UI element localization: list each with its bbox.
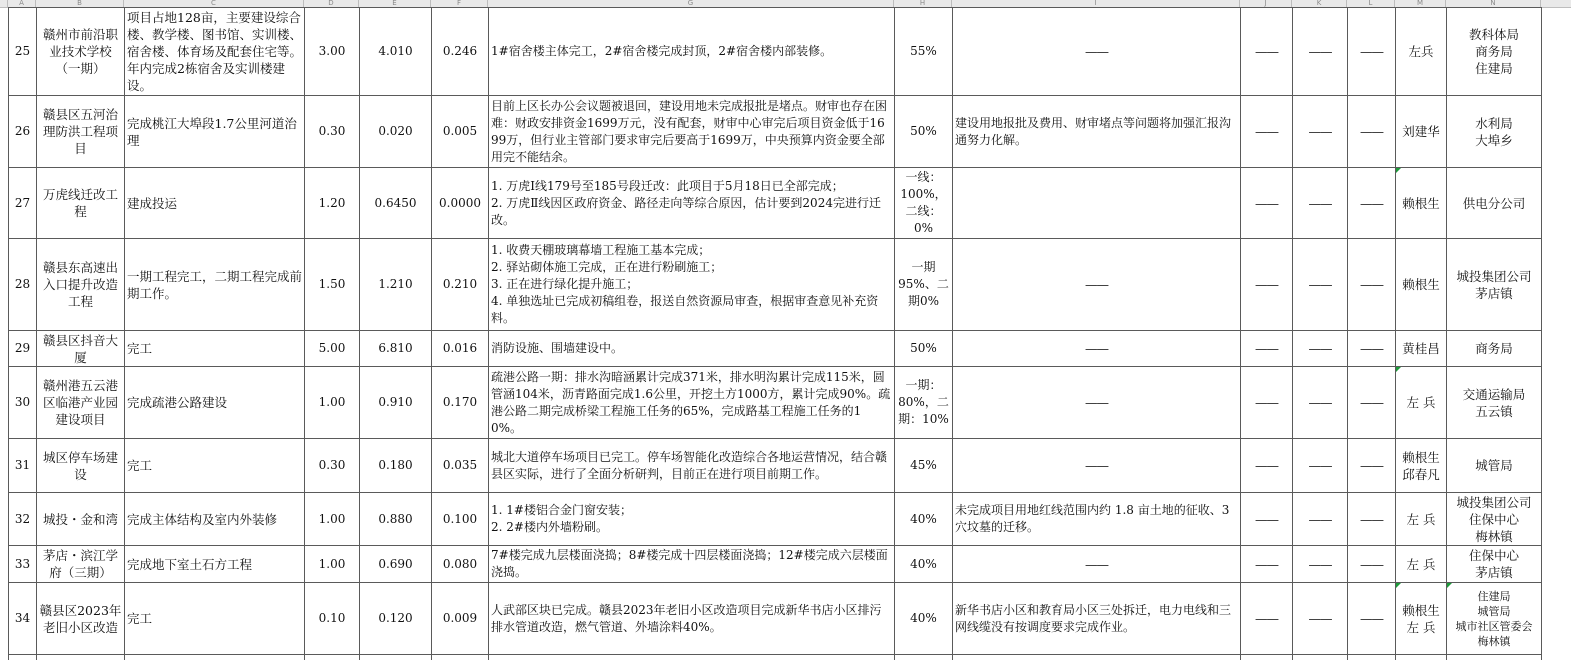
issue-cell[interactable]	[953, 168, 1241, 239]
investment-month-cell[interactable]: 0.100	[432, 493, 489, 546]
table-row	[9, 96, 1542, 168]
responsible-unit-cell-line: 大埠乡	[1475, 132, 1513, 148]
completion-rate-cell[interactable]	[895, 8, 953, 96]
issue-cell[interactable]: ——	[953, 331, 1241, 367]
responsible-unit-cell[interactable]	[1447, 367, 1542, 439]
completion-rate-cell[interactable]	[895, 493, 953, 546]
completion-rate-cell-line: 期：10%	[898, 412, 949, 426]
completion-rate-cell-line: 40%	[910, 556, 937, 571]
empty-cell[interactable]	[305, 655, 360, 660]
table-row	[9, 367, 1542, 439]
responsible-unit-cell-line: 城投集团公司	[1456, 494, 1532, 510]
completion-rate-cell-line: 100%，	[900, 187, 947, 201]
status-cell-1[interactable]: ——	[1241, 367, 1293, 439]
responsible-unit-cell-line: 供电分公司	[1462, 195, 1526, 211]
issue-cell[interactable]: ——	[953, 546, 1241, 583]
annual-target-cell[interactable]: 项目占地128亩，主要建设综合楼、教学楼、图书馆、实训楼、宿舍楼、体育场及配套住宅等。年内完成2栋宿舍及实训楼建设。	[125, 8, 305, 96]
investment-done-cell[interactable]: 0.180	[360, 439, 432, 493]
investment-total-cell[interactable]: 3.00	[305, 8, 360, 96]
responsible-unit-cell-line: 城投集团公司	[1456, 268, 1532, 284]
responsible-unit-cell-line: 梅林镇	[1477, 634, 1511, 648]
issue-cell[interactable]: 建设用地报批及费用、财审堵点等问题将加强汇报沟通努力化解。	[953, 96, 1241, 168]
status-cell-1[interactable]: ——	[1241, 8, 1293, 96]
progress-cell-line: 1. 收费天棚玻璃幕墙工程施工基本完成；	[491, 243, 711, 257]
leader-cell[interactable]	[1396, 331, 1447, 367]
leader-cell-line: 赖根生	[1402, 449, 1440, 465]
investment-done-cell[interactable]: 0.690	[360, 546, 432, 583]
issue-cell[interactable]: ——	[953, 8, 1241, 96]
row-number-cell[interactable]: 33	[9, 546, 37, 583]
leader-cell-line: 左 兵	[1406, 395, 1436, 410]
status-cell-1[interactable]: ——	[1241, 96, 1293, 168]
empty-cell[interactable]	[953, 655, 1241, 660]
responsible-unit-cell-line: 教科体局	[1468, 27, 1519, 42]
annual-target-cell[interactable]: 完成地下室土石方工程	[125, 546, 305, 583]
completion-rate-cell-line: 一期：	[905, 378, 942, 392]
row-number-cell[interactable]: 31	[9, 439, 37, 493]
investment-month-cell[interactable]: 0.016	[432, 331, 489, 367]
progress-cell-line: 消防设施、围墙建设中。	[491, 341, 624, 355]
responsible-unit-cell[interactable]	[1447, 493, 1542, 546]
issue-cell[interactable]: ——	[953, 367, 1241, 439]
column-header-cell[interactable]: I	[952, 0, 1240, 7]
empty-cell[interactable]	[125, 655, 305, 660]
status-cell-2[interactable]: ——	[1293, 331, 1348, 367]
empty-cell[interactable]	[1348, 655, 1396, 660]
leader-cell-line: 赖根生	[1402, 602, 1440, 618]
project-name-cell[interactable]: 赣州港五云港区临港产业园建设项目	[37, 367, 125, 439]
investment-done-cell[interactable]: 1.210	[360, 239, 432, 331]
investment-month-cell[interactable]: 0.0000	[432, 168, 489, 239]
table-row	[9, 583, 1542, 655]
responsible-unit-cell[interactable]	[1447, 439, 1542, 493]
leader-cell[interactable]	[1396, 583, 1447, 655]
status-cell-1[interactable]: ——	[1241, 583, 1293, 655]
responsible-unit-cell-line: 商务局	[1475, 341, 1513, 356]
empty-cell[interactable]	[489, 655, 895, 660]
investment-month-cell[interactable]: 0.210	[432, 239, 489, 331]
status-cell-3[interactable]: ——	[1348, 168, 1396, 239]
project-name-cell[interactable]: 万虎线迁改工程	[37, 168, 125, 239]
leader-cell[interactable]	[1396, 8, 1447, 96]
completion-rate-cell-line: 二线：	[905, 204, 942, 218]
status-cell-3[interactable]: ——	[1348, 546, 1396, 583]
table-row	[9, 239, 1542, 331]
leader-cell-line: 左 兵	[1406, 556, 1436, 572]
investment-total-cell[interactable]: 0.30	[305, 439, 360, 493]
investment-month-cell[interactable]: 0.246	[432, 8, 489, 96]
responsible-unit-cell-line: 茅店镇	[1475, 565, 1513, 580]
responsible-unit-cell[interactable]	[1447, 8, 1542, 96]
column-header-cell[interactable]: B	[36, 0, 124, 7]
project-name-cell[interactable]: 城区停车场建设	[37, 439, 125, 493]
empty-cell[interactable]	[9, 655, 37, 660]
investment-done-cell[interactable]: 6.810	[360, 331, 432, 367]
status-cell-1[interactable]: ——	[1241, 331, 1293, 367]
progress-cell-line: 目前上区长办公会议题被退回，建设用地未完成报批是堵点。财审也存在困难：财政安排资金1699万元，没有配套，财审中心审完后项目资金低于1699万，但行业主管部门要求审完后要高于1699万，中央预算内资金要全部用完不能结余。	[491, 98, 888, 164]
progress-cell-line: 2. 2#楼内外墙粉刷。	[491, 520, 608, 534]
row-number-cell[interactable]: 28	[9, 239, 37, 331]
completion-rate-cell[interactable]	[895, 367, 953, 439]
investment-month-cell[interactable]: 0.009	[432, 583, 489, 655]
empty-cell[interactable]	[1293, 655, 1348, 660]
row-number-cell[interactable]: 29	[9, 331, 37, 367]
progress-cell-line: 1#宿舍楼主体完工，2#宿舍楼完成封顶，2#宿舍楼内部装修。	[491, 44, 833, 58]
project-name-cell[interactable]: 赣县东高速出入口提升改造工程	[37, 239, 125, 331]
table-row	[9, 546, 1542, 583]
column-header-cell[interactable]: H	[894, 0, 952, 7]
progress-cell[interactable]	[489, 493, 895, 546]
progress-cell[interactable]	[489, 583, 895, 655]
progress-cell-line: 4. 单独选址已完成初稿组卷，报送自然资源局审查，根据审查意见补充资料。	[491, 294, 879, 325]
responsible-unit-cell[interactable]	[1447, 331, 1542, 367]
completion-rate-cell[interactable]	[895, 583, 953, 655]
investment-total-cell[interactable]: 1.00	[305, 546, 360, 583]
completion-rate-cell-line: 45%	[910, 458, 937, 472]
empty-cell[interactable]	[895, 655, 953, 660]
responsible-unit-cell-line: 交通运输局	[1462, 386, 1526, 402]
progress-cell-line: 2. 万虎Ⅱ线因区政府资金、路径走向等综合原因，估计要到2024完进行迁改。	[491, 195, 881, 227]
issue-cell[interactable]: 未完成项目用地红线范围内约 1.8 亩土地的征收、3 穴坟墓的迁移。	[953, 493, 1241, 546]
completion-rate-cell[interactable]	[895, 546, 953, 583]
table-row	[9, 439, 1542, 493]
row-number-cell[interactable]: 27	[9, 168, 37, 239]
responsible-unit-cell-line: 住保中心	[1468, 548, 1519, 563]
status-cell-1[interactable]: ——	[1241, 439, 1293, 493]
completion-rate-cell[interactable]	[895, 168, 953, 239]
status-cell-3[interactable]: ——	[1348, 8, 1396, 96]
progress-cell[interactable]	[489, 96, 895, 168]
leader-cell[interactable]	[1396, 439, 1447, 493]
investment-total-cell[interactable]: 5.00	[305, 331, 360, 367]
completion-rate-cell[interactable]	[895, 439, 953, 493]
progress-cell-line: 疏港公路一期：排水沟暗涵累计完成371米，排水明沟累计完成115米，圆管涵104米，沥青路面完成1.6公里，开挖土方1000方，累计完成90%。疏港公路二期完成桥梁工程施工任务的65%，完成路基工程施工任务的10%。	[491, 369, 891, 435]
progress-cell-line: 7#楼完成九层楼面浇捣；8#楼完成十四层楼面浇捣；12#楼完成六层楼面浇捣。	[491, 548, 888, 579]
empty-cell[interactable]	[37, 655, 125, 660]
project-name-cell[interactable]: 赣州市前沿职业技术学校（一期）	[37, 8, 125, 96]
status-cell-2[interactable]: ——	[1293, 583, 1348, 655]
leader-cell[interactable]	[1396, 168, 1447, 239]
leader-cell[interactable]	[1396, 493, 1447, 546]
responsible-unit-cell[interactable]	[1447, 546, 1542, 583]
issue-cell[interactable]: ——	[953, 239, 1241, 331]
status-cell-2[interactable]: ——	[1293, 168, 1348, 239]
status-cell-3[interactable]: ——	[1348, 493, 1396, 546]
column-header-cell[interactable]: J	[1240, 0, 1292, 7]
progress-cell[interactable]	[489, 546, 895, 583]
progress-cell[interactable]	[489, 367, 895, 439]
completion-rate-cell-line: 40%	[910, 511, 937, 526]
column-header-cell[interactable]: E	[359, 0, 431, 7]
empty-cell[interactable]	[360, 655, 432, 660]
empty-cell[interactable]	[1396, 655, 1447, 660]
project-name-cell[interactable]: 赣县区五河治理防洪工程项目	[37, 96, 125, 168]
column-header-cell[interactable]: G	[488, 0, 894, 7]
investment-total-cell[interactable]: 1.20	[305, 168, 360, 239]
status-cell-2[interactable]: ——	[1293, 367, 1348, 439]
responsible-unit-cell-line: 茅店镇	[1475, 285, 1513, 301]
investment-total-cell[interactable]: 1.00	[305, 493, 360, 546]
progress-cell-line: 1. 万虎Ⅰ线179号至185号段迁改：此项目于5月18日已全部完成；	[491, 178, 844, 193]
annual-target-cell[interactable]: 完工	[125, 439, 305, 493]
leader-cell[interactable]	[1396, 96, 1447, 168]
investment-done-cell[interactable]: 0.880	[360, 493, 432, 546]
progress-cell-line: 2. 驿站砌体施工完成，正在进行粉刷施工；	[491, 260, 723, 274]
progress-cell[interactable]	[489, 8, 895, 96]
progress-cell-line: 1. 1#楼铝合金门窗安装；	[491, 503, 632, 517]
empty-cell[interactable]	[1241, 655, 1293, 660]
investment-total-cell[interactable]: 1.50	[305, 239, 360, 331]
leader-cell-line: 黄桂昌	[1402, 341, 1440, 356]
investment-done-cell[interactable]: 0.120	[360, 583, 432, 655]
row-number-cell[interactable]: 26	[9, 96, 37, 168]
project-name-cell[interactable]: 城投・金和湾	[37, 493, 125, 546]
row-number-cell[interactable]: 34	[9, 583, 37, 655]
completion-rate-cell-line: 55%	[910, 44, 937, 58]
empty-cell[interactable]	[432, 655, 489, 660]
progress-cell-line: 3. 正在进行绿化提升施工；	[491, 277, 639, 291]
status-cell-2[interactable]: ——	[1293, 96, 1348, 168]
leader-cell-line: 左 兵	[1406, 619, 1436, 635]
column-header-cell[interactable]: F	[431, 0, 488, 7]
responsible-unit-cell-line: 五云镇	[1475, 403, 1513, 419]
responsible-unit-cell[interactable]	[1447, 583, 1542, 655]
investment-month-cell[interactable]: 0.080	[432, 546, 489, 583]
annual-target-cell[interactable]: 一期工程完工，二期工程完成前期工作。	[125, 239, 305, 331]
responsible-unit-cell-line: 商务局	[1475, 44, 1513, 59]
column-header-cell[interactable]: N	[1446, 0, 1541, 7]
completion-rate-cell-line: 95%、二	[898, 277, 949, 291]
responsible-unit-cell-line: 住建局	[1477, 589, 1511, 603]
responsible-unit-cell[interactable]	[1447, 168, 1542, 239]
completion-rate-cell[interactable]	[895, 96, 953, 168]
status-cell-1[interactable]: ——	[1241, 239, 1293, 331]
column-header-cell[interactable]: M	[1395, 0, 1446, 7]
table-row	[9, 493, 1542, 546]
completion-rate-cell-line: 一期	[911, 260, 936, 274]
leader-cell-line: 邱春凡	[1402, 466, 1440, 482]
table-row	[9, 655, 1542, 660]
progress-cell-line: 城北大道停车场项目已完工。停车场智能化改造综合各地运营情况，结合赣县区实际，进行了全面分析研判，目前正在进行项目前期工作。	[491, 449, 888, 481]
investment-total-cell[interactable]: 0.10	[305, 583, 360, 655]
completion-rate-cell-line: 期0%	[907, 294, 940, 308]
completion-rate-cell[interactable]	[895, 331, 953, 367]
completion-rate-cell-line: 80%，二	[898, 395, 949, 409]
progress-cell[interactable]	[489, 168, 895, 239]
issue-cell[interactable]: ——	[953, 439, 1241, 493]
progress-cell-line: 人武部区块已完成。赣县2023年老旧小区改造项目完成新华书店小区排污排水管道改造，燃气管道、外墙涂料40%。	[491, 602, 882, 634]
status-cell-3[interactable]: ——	[1348, 239, 1396, 331]
completion-rate-cell-line: 40%	[910, 611, 937, 625]
completion-rate-cell-line: 50%	[910, 124, 937, 138]
empty-cell[interactable]	[1447, 655, 1542, 660]
investment-done-cell[interactable]: 4.010	[360, 8, 432, 96]
responsible-unit-cell[interactable]	[1447, 239, 1542, 331]
responsible-unit-cell-line: 城管局	[1475, 458, 1513, 473]
completion-rate-cell-line: 0%	[913, 221, 934, 235]
status-cell-1[interactable]: ——	[1241, 546, 1293, 583]
status-cell-3[interactable]: ——	[1348, 583, 1396, 655]
completion-rate-cell[interactable]	[895, 239, 953, 331]
leader-cell[interactable]	[1396, 239, 1447, 331]
investment-month-cell[interactable]: 0.005	[432, 96, 489, 168]
progress-cell[interactable]	[489, 239, 895, 331]
annual-target-cell[interactable]: 完工	[125, 331, 305, 367]
column-header-cell[interactable]: C	[124, 0, 304, 7]
investment-total-cell[interactable]: 1.00	[305, 367, 360, 439]
leader-cell-line: 左兵	[1408, 44, 1434, 59]
status-cell-2[interactable]: ——	[1293, 8, 1348, 96]
status-cell-2[interactable]: ——	[1293, 546, 1348, 583]
responsible-unit-cell-line: 住保中心	[1468, 511, 1519, 527]
completion-rate-cell-line: 一线：	[905, 170, 942, 184]
leader-cell-line: 左 兵	[1406, 511, 1436, 527]
status-cell-2[interactable]: ——	[1293, 239, 1348, 331]
investment-done-cell[interactable]: 0.6450	[360, 168, 432, 239]
investment-month-cell[interactable]: 0.170	[432, 367, 489, 439]
status-cell-3[interactable]: ——	[1348, 439, 1396, 493]
row-number-cell[interactable]: 25	[9, 8, 37, 96]
row-number-cell[interactable]: 32	[9, 493, 37, 546]
column-header-cell[interactable]: D	[304, 0, 359, 7]
annual-target-cell[interactable]: 完工	[125, 583, 305, 655]
table-row	[9, 168, 1542, 239]
responsible-unit-cell-line: 住建局	[1475, 61, 1513, 76]
table-row	[9, 8, 1542, 96]
leader-cell-line: 赖根生	[1402, 277, 1440, 292]
status-cell-3[interactable]: ——	[1348, 367, 1396, 439]
completion-rate-cell-line: 50%	[910, 341, 937, 355]
column-header-cell[interactable]: L	[1347, 0, 1395, 7]
annual-target-cell[interactable]: 完成桃江大埠段1.7公里河道治理	[125, 96, 305, 168]
responsible-unit-cell[interactable]	[1447, 96, 1542, 168]
row-number-cell[interactable]: 30	[9, 367, 37, 439]
project-name-cell[interactable]: 茅店・滨江学府（三期）	[37, 546, 125, 583]
annual-target-cell[interactable]: 完成疏港公路建设	[125, 367, 305, 439]
annual-target-cell[interactable]: 完成主体结构及室内外装修	[125, 493, 305, 546]
investment-total-cell[interactable]: 0.30	[305, 96, 360, 168]
status-cell-3[interactable]: ——	[1348, 96, 1396, 168]
responsible-unit-cell-line: 城管局	[1477, 604, 1511, 618]
corner-cell[interactable]	[0, 0, 8, 7]
progress-cell[interactable]	[489, 331, 895, 367]
responsible-unit-cell-line: 城市社区管委会	[1455, 619, 1533, 633]
status-cell-2[interactable]: ——	[1293, 493, 1348, 546]
leader-cell-line: 刘建华	[1402, 124, 1440, 139]
investment-done-cell[interactable]: 0.020	[360, 96, 432, 168]
status-cell-3[interactable]: ——	[1348, 331, 1396, 367]
leader-cell[interactable]	[1396, 367, 1447, 439]
project-table	[8, 7, 1542, 660]
column-header-cell[interactable]: K	[1292, 0, 1347, 7]
investment-month-cell[interactable]: 0.035	[432, 439, 489, 493]
responsible-unit-cell-line: 水利局	[1475, 115, 1513, 131]
project-name-cell[interactable]: 赣县区2023年老旧小区改造	[37, 583, 125, 655]
issue-cell[interactable]: 新华书店小区和教育局小区三处拆迁，电力电线和三网线缆没有按调度要求完成作业。	[953, 583, 1241, 655]
progress-cell[interactable]	[489, 439, 895, 493]
project-name-cell[interactable]: 赣县区抖音大厦	[37, 331, 125, 367]
status-cell-1[interactable]: ——	[1241, 493, 1293, 546]
investment-done-cell[interactable]: 0.910	[360, 367, 432, 439]
status-cell-2[interactable]: ——	[1293, 439, 1348, 493]
annual-target-cell[interactable]: 建成投运	[125, 168, 305, 239]
responsible-unit-cell-line: 梅林镇	[1475, 528, 1513, 544]
leader-cell-line: 赖根生	[1402, 195, 1440, 211]
leader-cell[interactable]	[1396, 546, 1447, 583]
table-row	[9, 331, 1542, 367]
column-header-cell[interactable]: A	[8, 0, 36, 7]
status-cell-1[interactable]: ——	[1241, 168, 1293, 239]
